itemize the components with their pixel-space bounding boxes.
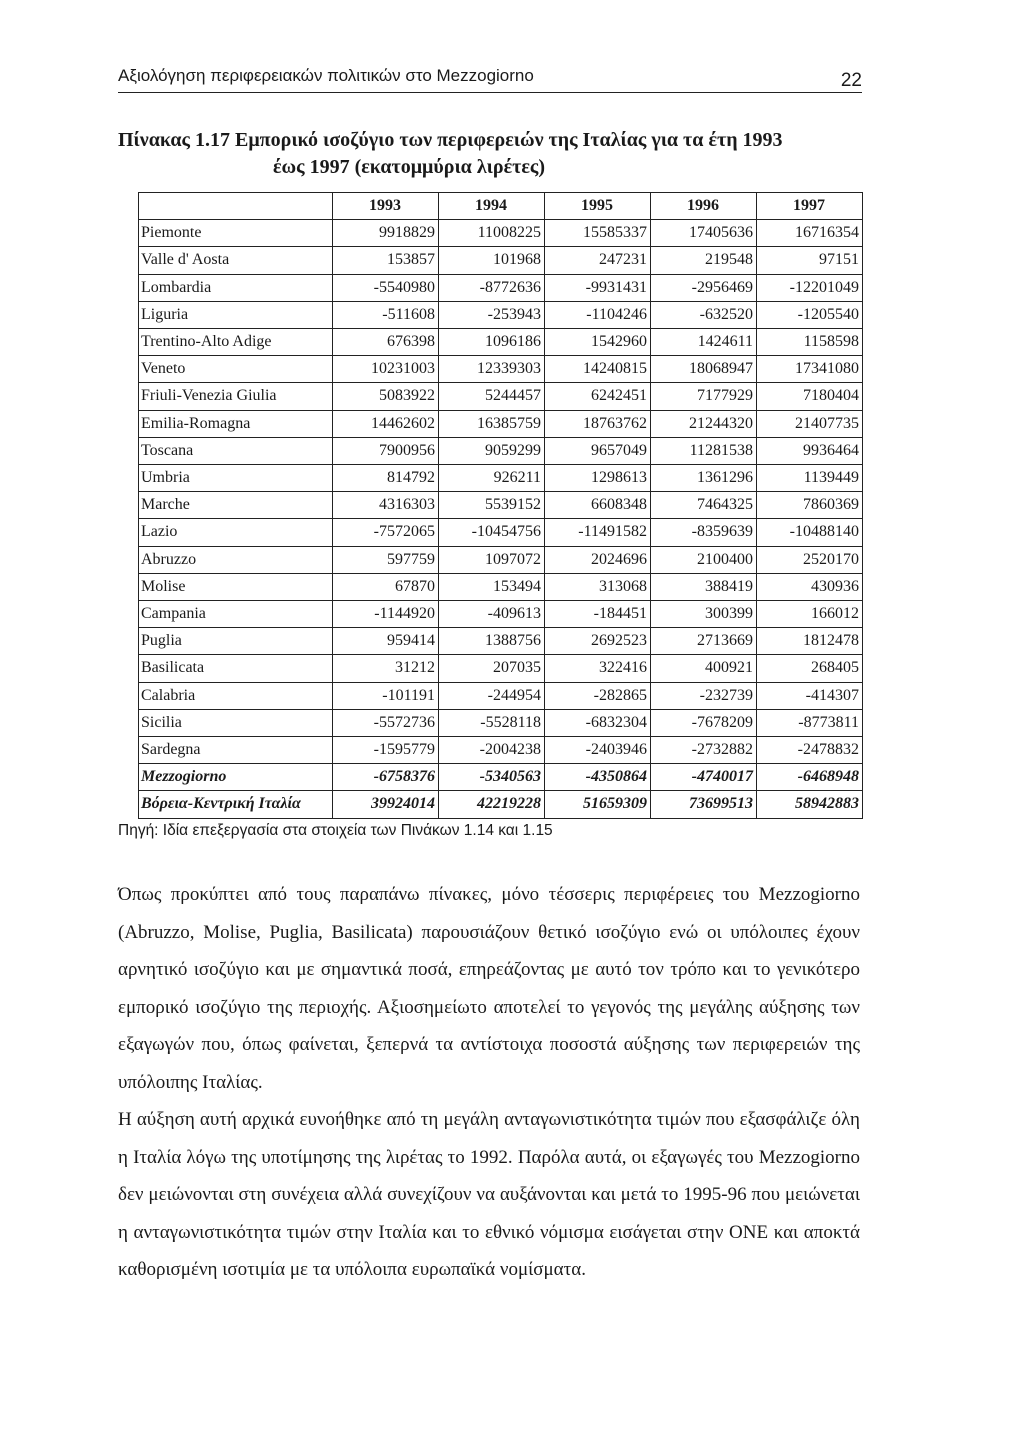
value-cell: -10454756 [439,519,545,546]
value-cell: -4740017 [651,764,757,791]
page-number: 22 [840,70,862,91]
value-cell: -282865 [545,682,651,709]
value-cell: 959414 [333,628,439,655]
value-cell: 11281538 [651,437,757,464]
table-row [139,628,863,655]
region-name-cell: Mezzogiorno [139,764,333,791]
value-cell: -232739 [651,682,757,709]
value-cell: 1361296 [651,465,757,492]
value-cell: 166012 [757,601,863,628]
value-cell: -5528118 [439,709,545,736]
value-cell: 247231 [545,247,651,274]
region-name-cell: Friuli-Venezia Giulia [139,383,333,410]
value-cell: -8772636 [439,274,545,301]
value-cell: 219548 [651,247,757,274]
region-name-cell: Trentino-Alto Adige [139,329,333,356]
value-cell: -1104246 [545,301,651,328]
region-name-cell: Marche [139,492,333,519]
value-cell: 1158598 [757,329,863,356]
region-name-cell: Sardegna [139,737,333,764]
value-cell: 1139449 [757,465,863,492]
value-cell: 676398 [333,329,439,356]
value-cell: -2732882 [651,737,757,764]
column-header: 1996 [651,193,757,220]
table-row [139,682,863,709]
value-cell: 268405 [757,655,863,682]
table-row [139,709,863,736]
value-cell: 2692523 [545,628,651,655]
value-cell: 814792 [333,465,439,492]
value-cell: -4350864 [545,764,651,791]
table-header-row [139,193,863,220]
region-name-cell: Campania [139,601,333,628]
table-row [139,737,863,764]
value-cell: 430936 [757,573,863,600]
value-cell: 10231003 [333,356,439,383]
value-cell: 58942883 [757,791,863,818]
value-cell: -12201049 [757,274,863,301]
table-row [139,301,863,328]
region-name-cell: Veneto [139,356,333,383]
value-cell: 7180404 [757,383,863,410]
value-cell: 597759 [333,546,439,573]
value-cell: 7860369 [757,492,863,519]
value-cell: 1388756 [439,628,545,655]
value-cell: -2403946 [545,737,651,764]
column-header: 1994 [439,193,545,220]
value-cell: 1812478 [757,628,863,655]
value-cell: 9936464 [757,437,863,464]
value-cell: -8773811 [757,709,863,736]
value-cell: 97151 [757,247,863,274]
value-cell: 5539152 [439,492,545,519]
value-cell: -1595779 [333,737,439,764]
value-cell: -1205540 [757,301,863,328]
value-cell: -2478832 [757,737,863,764]
value-cell: -253943 [439,301,545,328]
value-cell: -409613 [439,601,545,628]
value-cell: 4316303 [333,492,439,519]
value-cell: 101968 [439,247,545,274]
value-cell: 16716354 [757,220,863,247]
value-cell: 5244457 [439,383,545,410]
value-cell: -2956469 [651,274,757,301]
value-cell: 153857 [333,247,439,274]
value-cell: 18763762 [545,410,651,437]
table-row [139,220,863,247]
value-cell: 14462602 [333,410,439,437]
body-text [118,876,860,1289]
region-name-cell: Piemonte [139,220,333,247]
value-cell: -184451 [545,601,651,628]
value-cell: 322416 [545,655,651,682]
value-cell: -7572065 [333,519,439,546]
value-cell: 1298613 [545,465,651,492]
value-cell: 400921 [651,655,757,682]
table-row [139,383,863,410]
table-total-row [139,791,863,818]
value-cell: 42219228 [439,791,545,818]
table-row [139,437,863,464]
value-cell: 21407735 [757,410,863,437]
value-cell: -632520 [651,301,757,328]
table-row [139,519,863,546]
value-cell: 5083922 [333,383,439,410]
region-name-cell: Βόρεια-Κεντρική Ιταλία [139,791,333,818]
value-cell: 7177929 [651,383,757,410]
region-name-cell: Puglia [139,628,333,655]
value-cell: 2520170 [757,546,863,573]
value-cell: 1097072 [439,546,545,573]
value-cell: 67870 [333,573,439,600]
running-header [118,62,862,93]
region-name-cell: Umbria [139,465,333,492]
region-name-cell: Basilicata [139,655,333,682]
table-body [139,220,863,818]
value-cell: -5572736 [333,709,439,736]
region-name-cell: Calabria [139,682,333,709]
column-header: 1997 [757,193,863,220]
trade-balance-table [138,192,863,819]
value-cell: 300399 [651,601,757,628]
value-cell: 926211 [439,465,545,492]
value-cell: 73699513 [651,791,757,818]
table-caption [118,127,878,181]
caption-line-2: έως 1997 (εκατομμύρια λιρέτες) [273,156,545,178]
table-row [139,546,863,573]
region-name-cell: Emilia-Romagna [139,410,333,437]
value-cell: -8359639 [651,519,757,546]
value-cell: -6468948 [757,764,863,791]
value-cell: 153494 [439,573,545,600]
region-name-cell: Molise [139,573,333,600]
value-cell: 14240815 [545,356,651,383]
value-cell: -9931431 [545,274,651,301]
value-cell: -1144920 [333,601,439,628]
value-cell: 21244320 [651,410,757,437]
table-row [139,329,863,356]
value-cell: 16385759 [439,410,545,437]
table-row [139,274,863,301]
table-total-row [139,764,863,791]
region-name-cell: Sicilia [139,709,333,736]
value-cell: 2024696 [545,546,651,573]
table-row [139,655,863,682]
value-cell: 207035 [439,655,545,682]
value-cell: -7678209 [651,709,757,736]
table-row [139,356,863,383]
value-cell: 17405636 [651,220,757,247]
paragraph: Η αύξηση αυτή αρχικά ευνοήθηκε από τη μεγάλη ανταγωνιστικότητα τιμών που εξασφάλιζε όλη η Ιταλία λόγω της υποτίμησης της λιρέτας το 1992. Παρόλα αυτά, οι εξαγωγές του Mezzogiorno δεν μειώνονται στη συνέχεια αλλά συνεχίζουν να αυξάνονται και μετά το 1995-96 που μειώνεται η ανταγωνιστικότητα τιμών στην Ιταλία και το εθνικό νόμισμα εισάγεται στην ΟΝΕ και αποκτά καθορισμένη ισοτιμία με τα υπόλοιπα ευρωπαϊκά νομίσματα. [118,1109,860,1280]
value-cell: 1424611 [651,329,757,356]
value-cell: 388419 [651,573,757,600]
value-cell: 12339303 [439,356,545,383]
table-row [139,247,863,274]
value-cell: -414307 [757,682,863,709]
table-row [139,601,863,628]
value-cell: -6832304 [545,709,651,736]
region-name-cell: Lombardia [139,274,333,301]
value-cell: 18068947 [651,356,757,383]
paragraph: Όπως προκύπτει από τους παραπάνω πίνακες, μόνο τέσσερις περιφέρειες του Mezzogiorno (Abruzzo, Molise, Puglia, Basilicata) παρουσιάζουν θετικό ισοζύγιο ενώ οι υπόλοιπες έχουν αρνητικό ισοζύγιο και με σημαντικά ποσά, επηρεάζοντας με αυτό τον τρόπο και το γενικότερο εμπορικό ισοζύγιο της περιοχής. Αξιοσημείωτο αποτελεί το γεγονός της μεγάλης αύξησης των εξαγωγών που, όπως φαίνεται, ξεπερνά τα αντίστοιχα ποσοστά αύξησης των περιφερειών της υπόλοιπης Ιταλίας. [118,884,860,1093]
value-cell: 313068 [545,573,651,600]
value-cell: -2004238 [439,737,545,764]
header-corner-cell [139,193,333,220]
region-name-cell: Lazio [139,519,333,546]
region-name-cell: Toscana [139,437,333,464]
value-cell: 7464325 [651,492,757,519]
source-note: Πηγή: Ιδία επεξεργασία στα στοιχεία των Πινάκων 1.14 και 1.15 [118,822,553,839]
value-cell: -6758376 [333,764,439,791]
value-cell: 2100400 [651,546,757,573]
column-header: 1995 [545,193,651,220]
value-cell: -5540980 [333,274,439,301]
value-cell: 15585337 [545,220,651,247]
table-row [139,410,863,437]
value-cell: -101191 [333,682,439,709]
table-row [139,465,863,492]
value-cell: 11008225 [439,220,545,247]
value-cell: 6608348 [545,492,651,519]
caption-line-1: Πίνακας 1.17 Εμπορικό ισοζύγιο των περιφερειών της Ιταλίας για τα έτη 1993 [118,129,783,151]
value-cell: -5340563 [439,764,545,791]
value-cell: 6242451 [545,383,651,410]
value-cell: 17341080 [757,356,863,383]
region-name-cell: Liguria [139,301,333,328]
column-header: 1993 [333,193,439,220]
value-cell: -511608 [333,301,439,328]
value-cell: 51659309 [545,791,651,818]
value-cell: 9918829 [333,220,439,247]
region-name-cell: Valle d' Aosta [139,247,333,274]
value-cell: 7900956 [333,437,439,464]
value-cell: -10488140 [757,519,863,546]
value-cell: 9657049 [545,437,651,464]
value-cell: 1542960 [545,329,651,356]
table-row [139,492,863,519]
value-cell: 31212 [333,655,439,682]
value-cell: 1096186 [439,329,545,356]
value-cell: 2713669 [651,628,757,655]
table-row [139,573,863,600]
value-cell: 9059299 [439,437,545,464]
running-title: Αξιολόγηση περιφερειακών πολιτικών στο Mezzogiorno [118,66,534,85]
region-name-cell: Abruzzo [139,546,333,573]
value-cell: -11491582 [545,519,651,546]
value-cell: 39924014 [333,791,439,818]
value-cell: -244954 [439,682,545,709]
